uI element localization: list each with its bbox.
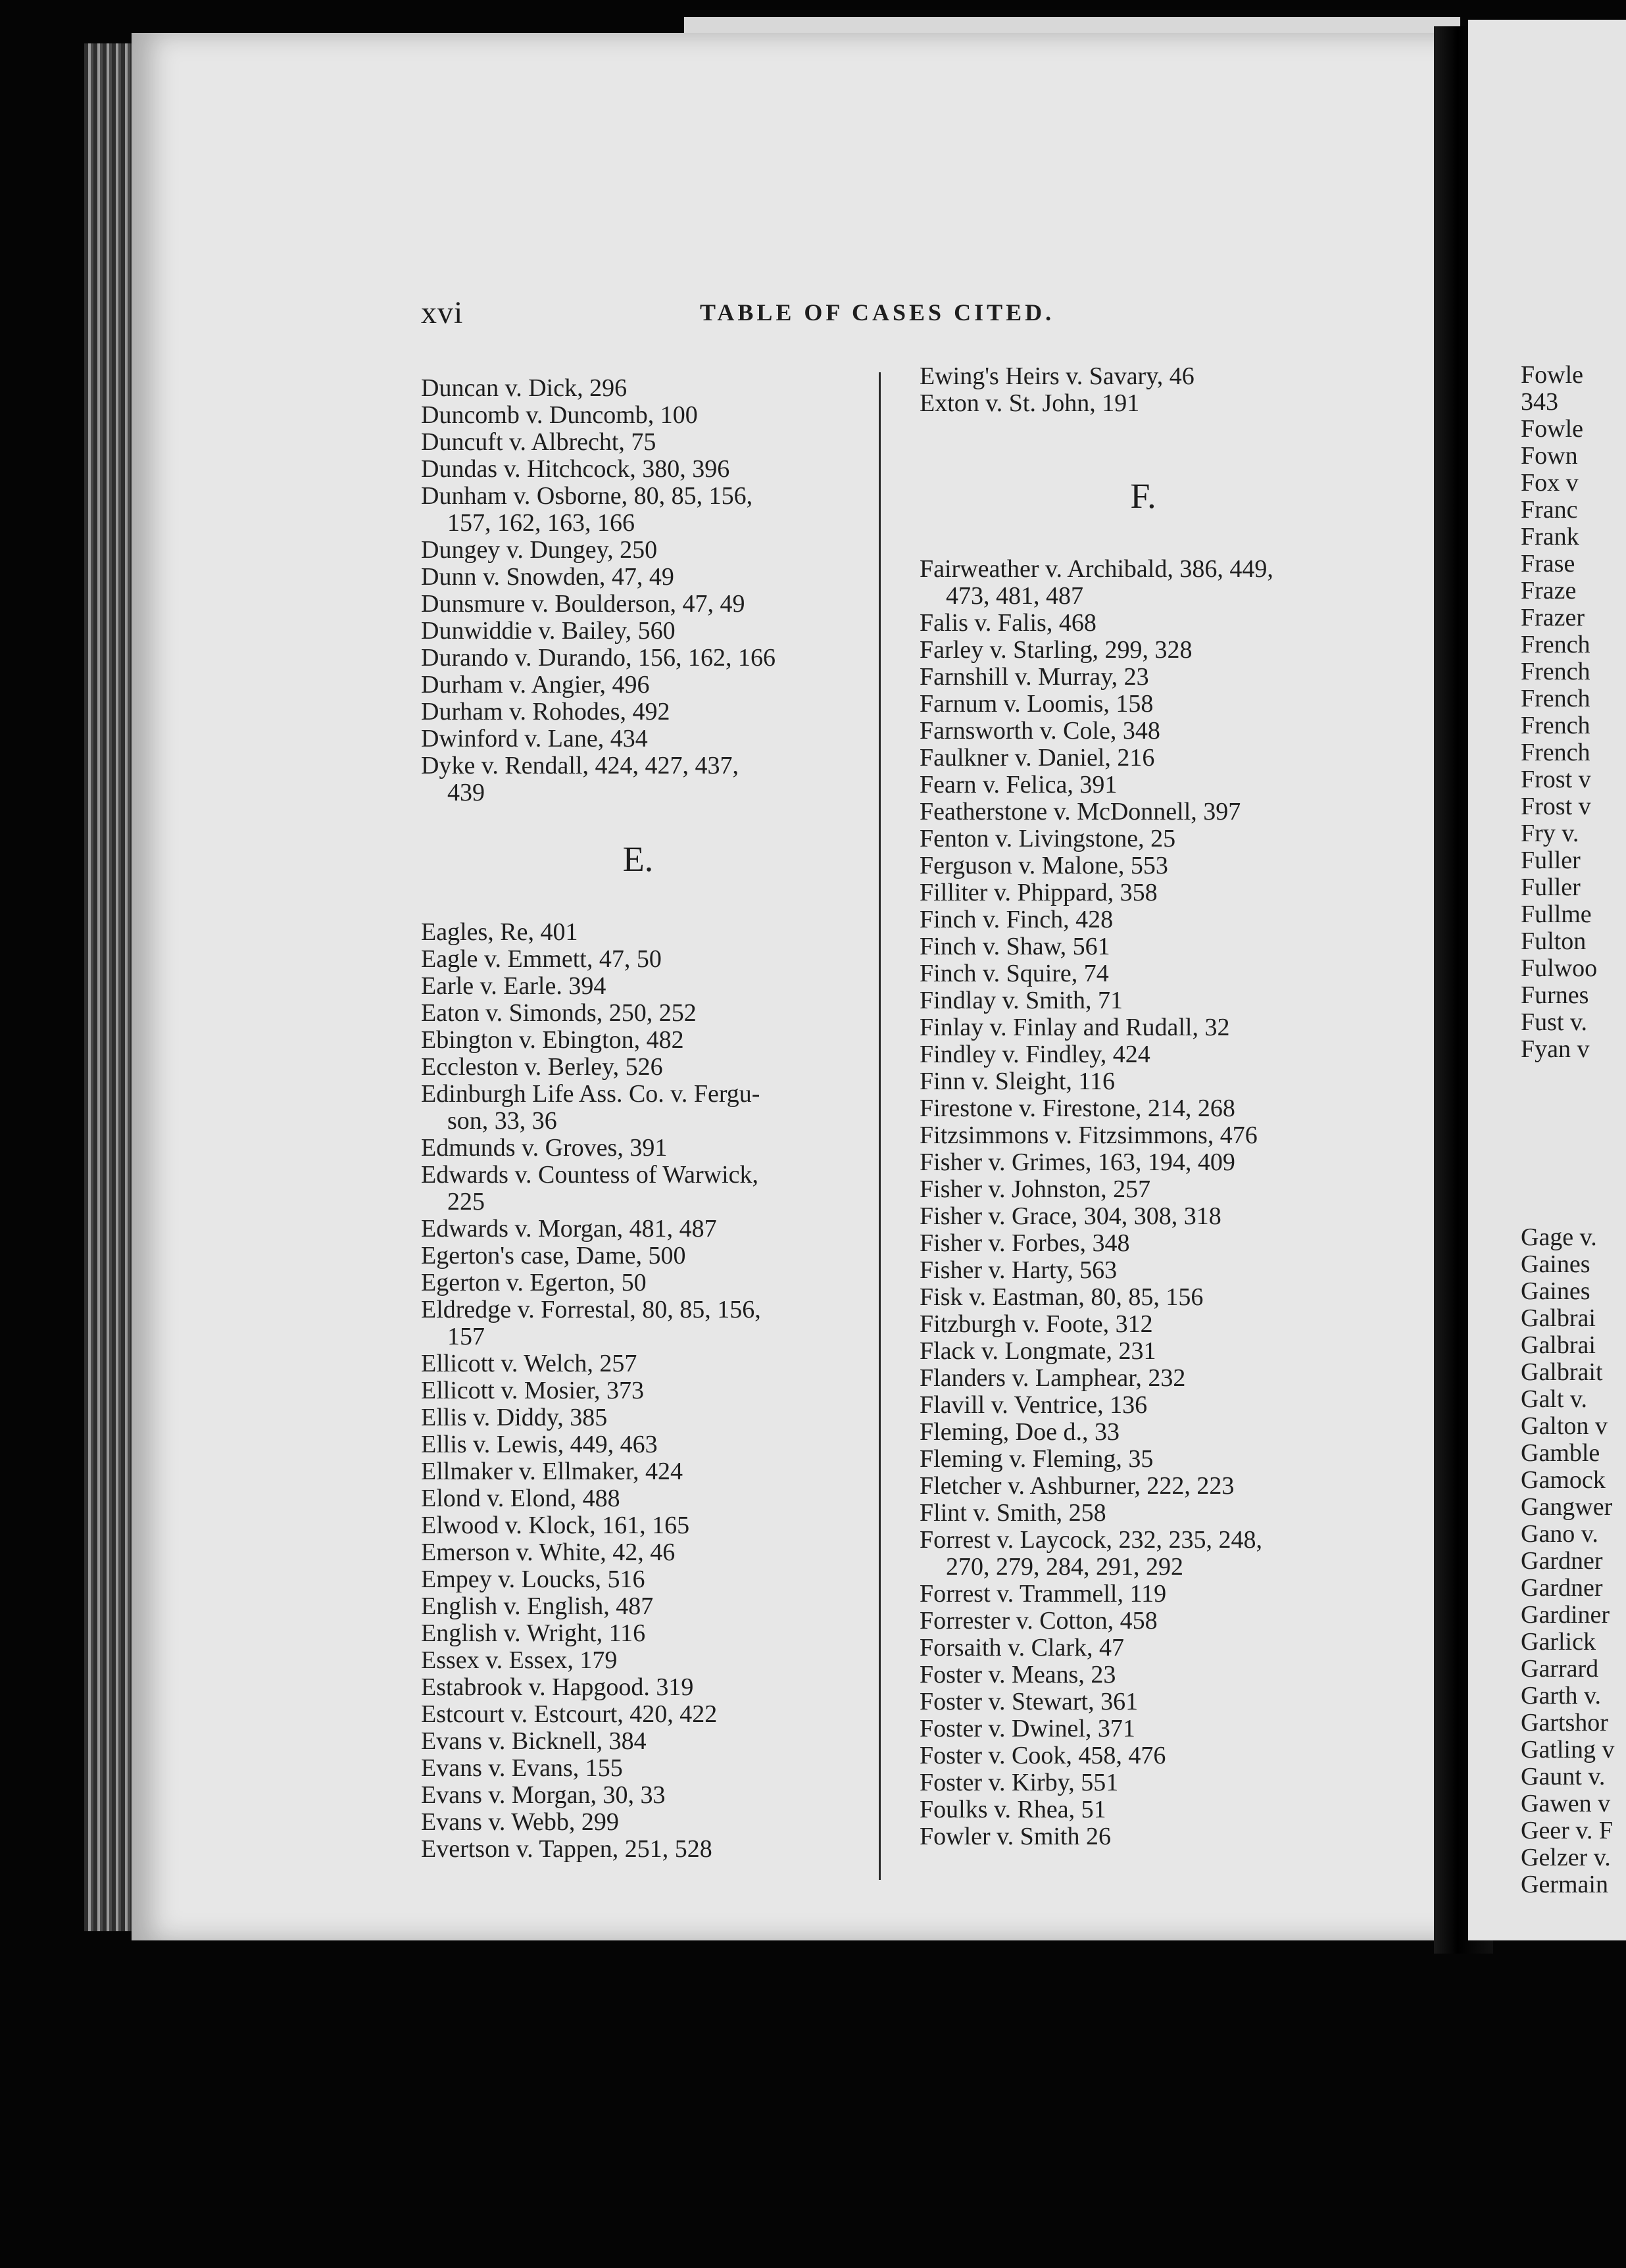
case-entry-fragment: Gawen v	[1521, 1790, 1611, 1817]
case-entry: Foster v. Cook, 458, 476	[920, 1742, 1166, 1769]
case-entry-fragment: Fowle	[1521, 362, 1583, 389]
case-entry: Fisher v. Harty, 563	[920, 1256, 1118, 1284]
case-entry-fragment: Galbrait	[1521, 1358, 1603, 1386]
case-entry: Estcourt v. Estcourt, 420, 422	[421, 1700, 718, 1728]
case-entry: Empey v. Loucks, 516	[421, 1565, 645, 1593]
case-entry: Essex v. Essex, 179	[421, 1646, 618, 1674]
case-entry: Ewing's Heirs v. Savary, 46	[920, 362, 1195, 390]
case-entry: Finch v. Shaw, 561	[920, 933, 1110, 960]
middle-column	[920, 363, 1367, 1850]
case-entry-fragment: Gardner	[1521, 1547, 1603, 1575]
case-entry: Fearn v. Felica, 391	[920, 771, 1118, 799]
case-entry: Dundas v. Hitchcock, 380, 396	[421, 455, 730, 483]
case-entry-fragment: Germain	[1521, 1871, 1608, 1898]
case-entry: Finn v. Sleight, 116	[920, 1068, 1115, 1095]
case-entry: Edwards v. Countess of Warwick,	[421, 1161, 759, 1189]
case-entry: Finch v. Squire, 74	[920, 960, 1109, 987]
case-entry-fragment: Gamble	[1521, 1439, 1600, 1467]
case-entry-fragment: Gardner	[1521, 1574, 1603, 1602]
case-entry-fragment: Gage v.	[1521, 1223, 1597, 1251]
case-entry-continuation: 473, 481, 487	[946, 582, 1083, 610]
case-entry: Forrest v. Trammell, 119	[920, 1580, 1167, 1608]
case-entry: Duncan v. Dick, 296	[421, 374, 628, 402]
case-entry: Farnsworth v. Cole, 348	[920, 717, 1160, 745]
case-entry-continuation: 157	[447, 1323, 485, 1350]
case-entry: Fisher v. Johnston, 257	[920, 1175, 1151, 1203]
case-entry-fragment: Gartshor	[1521, 1709, 1608, 1737]
case-entry: Edmunds v. Groves, 391	[421, 1134, 668, 1162]
case-entry-continuation: son, 33, 36	[447, 1107, 557, 1135]
case-entry: Findlay v. Smith, 71	[920, 987, 1123, 1014]
case-entry: Egerton v. Egerton, 50	[421, 1269, 647, 1296]
case-entry-fragment: Fown	[1521, 442, 1578, 470]
case-entry: Farley v. Starling, 299, 328	[920, 636, 1193, 664]
case-entry-continuation: 439	[447, 779, 485, 806]
case-entry-fragment: Gelzer v.	[1521, 1844, 1611, 1871]
case-entry-continuation: 270, 279, 284, 291, 292	[946, 1553, 1183, 1581]
case-entry-fragment: French	[1521, 712, 1590, 739]
case-entry: Finch v. Finch, 428	[920, 906, 1114, 933]
case-entry-fragment: Frase	[1521, 550, 1575, 578]
section-gap	[1521, 1063, 1626, 1224]
case-entry-fragment: Galbrai	[1521, 1331, 1596, 1359]
case-entry: Dunsmure v. Boulderson, 47, 49	[421, 590, 745, 618]
case-entry-fragment: Fuller	[1521, 847, 1581, 874]
e-entries	[421, 919, 855, 1863]
case-entry-continuation: 157, 162, 163, 166	[447, 509, 635, 537]
case-entry-fragment: Frank	[1521, 523, 1579, 551]
case-entry: Durham v. Rohodes, 492	[421, 698, 670, 726]
case-entry: Filliter v. Phippard, 358	[920, 879, 1158, 906]
case-entry-fragment: Frost v	[1521, 793, 1591, 820]
case-entry: Ellmaker v. Ellmaker, 424	[421, 1458, 683, 1485]
case-entry: Durham v. Angier, 496	[421, 671, 650, 699]
case-entry: Fowler v. Smith 26	[920, 1823, 1111, 1850]
case-entry: Durando v. Durando, 156, 162, 166	[421, 644, 776, 672]
case-entry: Foster v. Kirby, 551	[920, 1769, 1119, 1796]
case-entry-fragment: Gaines	[1521, 1250, 1590, 1278]
case-entry-fragment: Fullme	[1521, 900, 1592, 928]
case-entry-fragment: Franc	[1521, 496, 1578, 524]
case-entry: Ellicott v. Welch, 257	[421, 1350, 637, 1377]
case-entry: Edinburgh Life Ass. Co. v. Fergu-	[421, 1080, 760, 1108]
case-entry: Evans v. Bicknell, 384	[421, 1727, 647, 1755]
case-entry: Ebington v. Ebington, 482	[421, 1026, 684, 1054]
section-heading-f: F.	[1130, 476, 1156, 516]
case-entry: English v. Wright, 116	[421, 1619, 646, 1647]
case-entry: Ellis v. Diddy, 385	[421, 1404, 608, 1431]
case-entry: Findley v. Findley, 424	[920, 1041, 1150, 1068]
case-entry: Elond v. Elond, 488	[421, 1485, 620, 1512]
case-entry: Fisk v. Eastman, 80, 85, 156	[920, 1283, 1204, 1311]
case-entry-fragment: Gaines	[1521, 1277, 1590, 1305]
case-entry: Eccleston v. Berley, 526	[421, 1053, 663, 1081]
case-entry: Dwinford v. Lane, 434	[421, 725, 648, 752]
case-entry: Foster v. Means, 23	[920, 1661, 1116, 1689]
case-entry-fragment: Gangwer	[1521, 1493, 1613, 1521]
case-entry: Fleming v. Fleming, 35	[920, 1445, 1154, 1473]
case-entry: Fitzsimmons v. Fitzsimmons, 476	[920, 1122, 1258, 1149]
case-entry-fragment: French	[1521, 631, 1590, 658]
right-page-column-fragment	[1521, 362, 1626, 1898]
case-entry: Fletcher v. Ashburner, 222, 223	[920, 1472, 1235, 1500]
case-entry: Dungey v. Dungey, 250	[421, 536, 658, 564]
case-entry-fragment: Fraze	[1521, 577, 1577, 604]
case-entry: Farnum v. Loomis, 158	[920, 690, 1154, 718]
right-fragment-f	[1521, 362, 1626, 1063]
case-entry-fragment: Galt v.	[1521, 1385, 1587, 1413]
case-entry: Estabrook v. Hapgood. 319	[421, 1673, 694, 1701]
case-entry: Ellicott v. Mosier, 373	[421, 1377, 645, 1404]
case-entry: Featherstone v. McDonnell, 397	[920, 798, 1241, 826]
d-entries	[421, 375, 855, 806]
case-entry: Flavill v. Ventrice, 136	[920, 1391, 1148, 1419]
case-entry: Eagle v. Emmett, 47, 50	[421, 945, 662, 973]
case-entry: Ferguson v. Malone, 553	[920, 852, 1168, 879]
case-entry-fragment: Furnes	[1521, 981, 1589, 1009]
right-fragment-g	[1521, 1224, 1626, 1898]
case-entry-fragment: Frost v	[1521, 766, 1591, 793]
case-entry: Foster v. Dwinel, 371	[920, 1715, 1135, 1742]
case-entry-fragment: French	[1521, 739, 1590, 766]
f-entries	[920, 556, 1367, 1850]
case-entry-fragment: Gano v.	[1521, 1520, 1598, 1548]
case-entry: Dunwiddie v. Bailey, 560	[421, 617, 676, 645]
case-entry-fragment: Gatling v	[1521, 1736, 1615, 1763]
case-entry: Falis v. Falis, 468	[920, 609, 1096, 637]
case-entry-fragment: Gaunt v.	[1521, 1763, 1606, 1790]
case-entry-fragment: Fry v.	[1521, 820, 1579, 847]
case-entry: Evans v. Evans, 155	[421, 1754, 623, 1782]
case-entry-fragment: Gamock	[1521, 1466, 1606, 1494]
case-entry-fragment: 343	[1521, 388, 1558, 416]
case-entry-continuation: 225	[447, 1188, 485, 1216]
case-entry: Dunn v. Snowden, 47, 49	[421, 563, 674, 591]
case-entry: Fairweather v. Archibald, 386, 449,	[920, 555, 1273, 583]
case-entry: Firestone v. Firestone, 214, 268	[920, 1095, 1235, 1122]
left-column	[421, 375, 855, 1863]
case-entry-fragment: Galton v	[1521, 1412, 1608, 1440]
case-entry: Flack v. Longmate, 231	[920, 1337, 1156, 1365]
case-entry-fragment: French	[1521, 685, 1590, 712]
case-entry: Forrest v. Laycock, 232, 235, 248,	[920, 1526, 1262, 1554]
page-header	[421, 295, 1092, 341]
page-number: xvi	[421, 295, 464, 330]
case-entry: Fisher v. Forbes, 348	[920, 1229, 1130, 1257]
case-entry: Fisher v. Grace, 304, 308, 318	[920, 1202, 1221, 1230]
ex-entries	[920, 363, 1367, 417]
case-entry: Finlay v. Finlay and Rudall, 32	[920, 1014, 1230, 1041]
case-entry: Foster v. Stewart, 361	[920, 1688, 1139, 1715]
case-entry-fragment: Garrard	[1521, 1655, 1599, 1683]
section-heading-e: E.	[622, 839, 654, 879]
case-entry: Foulks v. Rhea, 51	[920, 1796, 1106, 1823]
case-entry-fragment: Geer v. F	[1521, 1817, 1613, 1844]
case-entry: Fleming, Doe d., 33	[920, 1418, 1120, 1446]
case-entry: Fitzburgh v. Foote, 312	[920, 1310, 1153, 1338]
case-entry: Flint v. Smith, 258	[920, 1499, 1106, 1527]
running-title: TABLE OF CASES CITED.	[700, 299, 1055, 326]
case-entry-fragment: Fulton	[1521, 927, 1587, 955]
case-entry: Eaton v. Simonds, 250, 252	[421, 999, 697, 1027]
case-entry: Eldredge v. Forrestal, 80, 85, 156,	[421, 1296, 761, 1323]
case-entry: English v. English, 487	[421, 1592, 654, 1620]
case-entry: Ellis v. Lewis, 449, 463	[421, 1431, 658, 1458]
case-entry: Dunham v. Osborne, 80, 85, 156,	[421, 482, 753, 510]
case-entry-fragment: Fust v.	[1521, 1008, 1588, 1036]
case-entry: Fenton v. Livingstone, 25	[920, 825, 1176, 852]
case-entry-fragment: Garlick	[1521, 1628, 1596, 1656]
case-entry-fragment: Gardiner	[1521, 1601, 1610, 1629]
case-entry-fragment: Fowle	[1521, 415, 1583, 443]
case-entry-fragment: French	[1521, 658, 1590, 685]
case-entry: Evertson v. Tappen, 251, 528	[421, 1835, 712, 1863]
case-entry: Earle v. Earle. 394	[421, 972, 606, 1000]
case-entry-fragment: Fox v	[1521, 469, 1579, 497]
case-entry: Elwood v. Klock, 161, 165	[421, 1512, 690, 1539]
case-entry: Egerton's case, Dame, 500	[421, 1242, 686, 1270]
case-entry: Edwards v. Morgan, 481, 487	[421, 1215, 717, 1243]
case-entry: Duncomb v. Duncomb, 100	[421, 401, 698, 429]
case-entry: Evans v. Webb, 299	[421, 1808, 619, 1836]
case-entry-fragment: Garth v.	[1521, 1682, 1602, 1710]
case-entry: Exton v. St. John, 191	[920, 389, 1140, 417]
case-entry: Fisher v. Grimes, 163, 194, 409	[920, 1148, 1235, 1176]
case-entry-fragment: Fulwoo	[1521, 954, 1598, 982]
case-entry: Eagles, Re, 401	[421, 918, 578, 946]
case-entry-fragment: Fuller	[1521, 874, 1581, 901]
case-entry: Forrester v. Cotton, 458	[920, 1607, 1158, 1635]
case-entry: Dyke v. Rendall, 424, 427, 437,	[421, 752, 739, 779]
case-entry: Forsaith v. Clark, 47	[920, 1634, 1125, 1662]
case-entry: Flanders v. Lamphear, 232	[920, 1364, 1186, 1392]
case-entry-fragment: Frazer	[1521, 604, 1585, 631]
case-entry: Faulkner v. Daniel, 216	[920, 744, 1155, 772]
case-entry: Evans v. Morgan, 30, 33	[421, 1781, 666, 1809]
case-entry: Duncuft v. Albrecht, 75	[421, 428, 656, 456]
case-entry-fragment: Galbrai	[1521, 1304, 1596, 1332]
column-divider	[879, 372, 881, 1880]
case-entry-fragment: Fyan v	[1521, 1035, 1590, 1063]
case-entry: Farnshill v. Murray, 23	[920, 663, 1149, 691]
case-entry: Emerson v. White, 42, 46	[421, 1539, 676, 1566]
